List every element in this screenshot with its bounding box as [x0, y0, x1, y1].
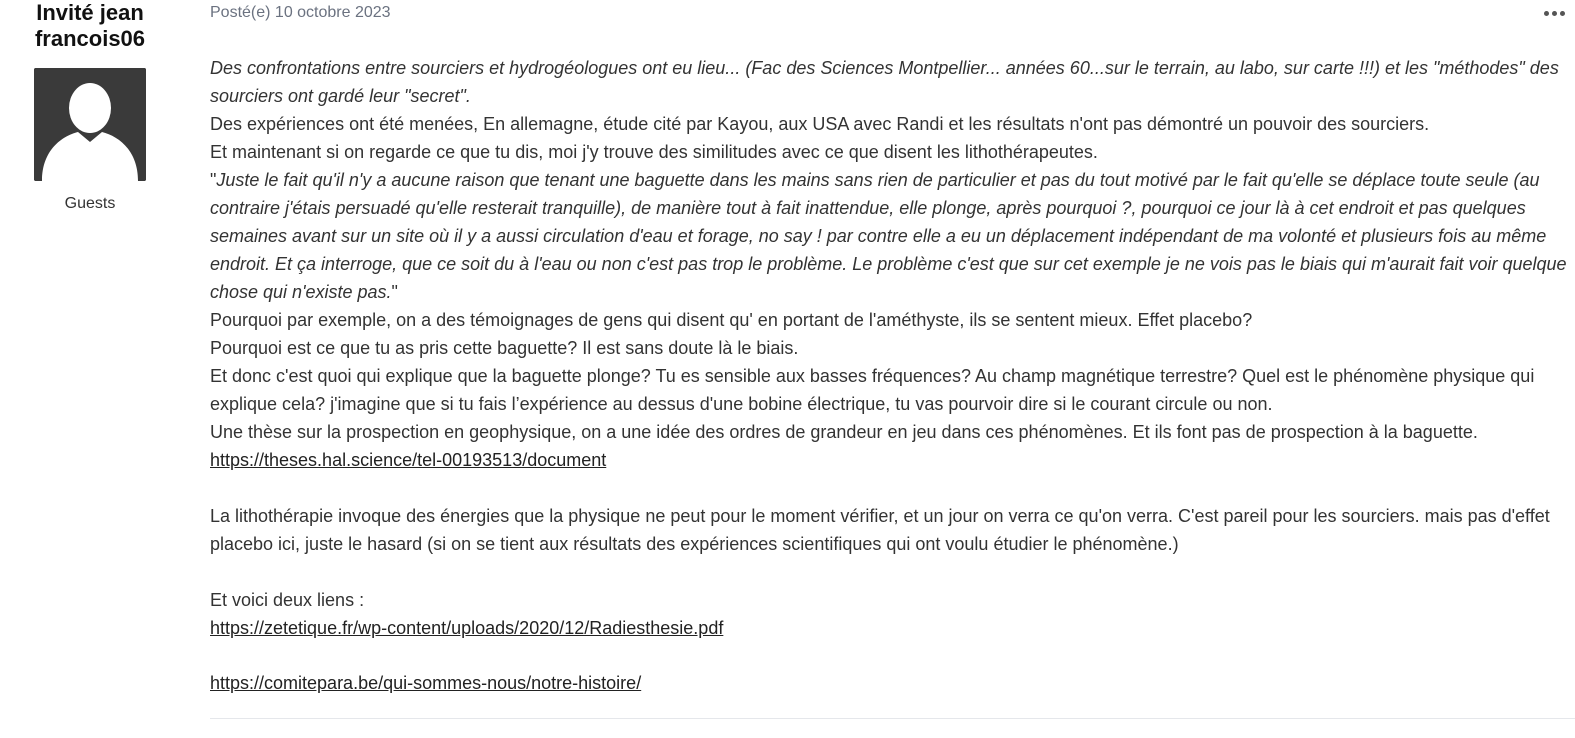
post-paragraph: Et voici deux liens :: [210, 589, 365, 610]
avatar[interactable]: [34, 68, 146, 181]
author-group: Guests: [64, 195, 116, 212]
user-silhouette-icon: [34, 68, 146, 181]
post-body: [210, 54, 1572, 697]
post-date[interactable]: Posté(e) 10 octobre 2023: [210, 4, 391, 21]
more-horizontal-icon: [1560, 11, 1565, 16]
post-paragraph: [210, 54, 1572, 110]
more-options-button[interactable]: [1544, 3, 1570, 21]
post-paragraph: Pourquoi est ce que tu as pris cette baguette? Il est sans doute là le biais.: [210, 338, 799, 358]
post: [210, 0, 1570, 697]
post-paragraph: Pourquoi par exemple, on a des témoignages de gens qui disent qu' en portant de l'améthyste, ils se sentent mieux. Effet placebo?: [210, 310, 1253, 330]
quote-mark: ": [210, 170, 217, 190]
link-theses[interactable]: https://theses.hal.science/tel-00193513/document: [210, 450, 607, 470]
quoted-text: Juste le fait qu'il n'y a aucune raison que tenant une baguette dans les mains sans rien de particulier et pas du tout motivé par le fait qu'elle se déplace toute seule (au contraire j'étais persuadé qu'elle resterait tranquille), de manière tout à fait inattendue, elle plonge, après pourquoi ?, pourquoi ce jour là à cet endroit et pas quelques semaines avant sur un site où il y a aussi circulation d'eau et forage, no say ! par contre elle a eu un déplacement indépendant de ma volonté et plusieurs fois au même endroit. Et ça interroge, que ce soit du à l'eau ou non c'est pas trop le problème. Le problème c'est que sur cet exemple je ne vois pas le biais qui m'aurait fait voir quelque chose qui n'existe pas.: [210, 170, 1567, 302]
author-panel: [0, 0, 180, 213]
post-paragraph: [210, 669, 1572, 697]
more-horizontal-icon: [1544, 11, 1549, 16]
author-name[interactable]: Invité jean francois06: [34, 0, 146, 51]
post-quote: [210, 166, 1572, 306]
divider: [210, 718, 1575, 719]
quoted-text: Des confrontations entre sourciers et hydrogéologues ont eu lieu... (Fac des Sciences Montpellier... années 60...sur le terrain, au labo, sur carte !!!) et les "méthodes" des sourciers ont gardé leur "secret".: [210, 58, 1559, 106]
post-paragraph: La lithothérapie invoque des énergies que la physique ne peut pour le moment vérifier, et un jour on verra ce qu'on verra. C'est pareil pour les sourciers. mais pas d'effet placebo ici, juste le hasard (si on se tient aux résultats des expériences scientifiques qui ont voulu étudier le phénomène.): [210, 505, 1550, 554]
spacer: [210, 474, 1572, 502]
spacer: [210, 642, 1572, 670]
quote-mark: ": [391, 282, 398, 302]
post-paragraph: [210, 614, 1572, 642]
post-paragraph: Des expériences ont été menées, En allemagne, étude cité par Kayou, aux USA avec Randi et les résultats n'ont pas démontré un pouvoir des sourciers.: [210, 114, 1430, 134]
post-paragraph: Et maintenant si on regarde ce que tu dis, moi j'y trouve des similitudes avec ce que disent les lithothérapeutes.: [210, 142, 1098, 162]
post-paragraph: [210, 446, 1572, 474]
more-horizontal-icon: [1552, 11, 1557, 16]
spacer: [210, 558, 1572, 586]
link-zetetique[interactable]: https://zetetique.fr/wp-content/uploads/2020/12/Radiesthesie.pdf: [210, 617, 724, 638]
post-paragraph: Une thèse sur la prospection en geophysique, on a une idée des ordres de grandeur en jeu dans ces phénomènes. Et ils font pas de prospection à la baguette.: [210, 422, 1478, 442]
link-comitepara[interactable]: https://comitepara.be/qui-sommes-nous/notre-histoire/: [210, 673, 642, 694]
post-paragraph: Et donc c'est quoi qui explique que la baguette plonge? Tu es sensible aux basses fréquences? Au champ magnétique terrestre? Quel est le phénomène physique qui explique cela? j'imagine que si tu fais l’expérience au dessus d'une bobine électrique, tu vas pourvoir dire si le courant circule ou non.: [210, 366, 1535, 414]
